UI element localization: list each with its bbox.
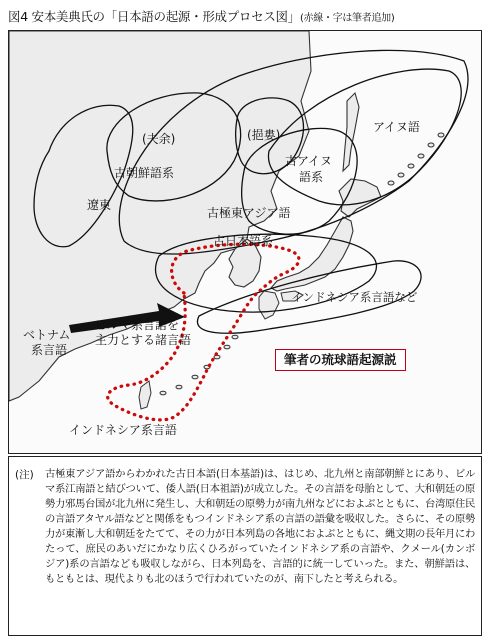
label-ko-kyokuto: 古極東アジア語 xyxy=(207,206,291,220)
label-yuro: (挹婁) xyxy=(247,128,281,142)
label-ko-nihon: 古日本語系 xyxy=(213,234,274,248)
honshu-island xyxy=(271,217,353,291)
label-vietnam-line2: 系言語 xyxy=(31,343,68,357)
label-ko-chosen: 古朝鮮語系 xyxy=(114,166,175,180)
label-ko-ainu-line1: 古アイヌ xyxy=(285,154,332,168)
label-ainu: アイヌ語 xyxy=(373,120,420,134)
label-fuyo: (夫余) xyxy=(142,132,176,146)
label-yuroku: 遼東 xyxy=(87,198,112,212)
label-burma-line2: 主力とする諸言語 xyxy=(95,333,192,347)
taiwan-island xyxy=(139,381,151,409)
figure-title xyxy=(8,6,488,26)
note-marker: (注) xyxy=(15,469,34,481)
label-indonesia-south: インドネシア系言語 xyxy=(69,423,177,437)
author-theory-box: 筆者の琉球語起源説 xyxy=(275,349,406,371)
kuril-islands xyxy=(388,133,444,185)
label-vietnam-line1: ベトナム xyxy=(23,328,71,342)
language-map xyxy=(8,30,482,454)
title-main: 図4 安本美典氏の「日本語の起源・形成プロセス図」 xyxy=(8,9,300,24)
title-note: (赤線・字は筆者追加) xyxy=(299,13,395,24)
label-burma-line1: ビルマ系言語を xyxy=(95,318,180,332)
explanatory-note xyxy=(8,456,482,636)
label-indonesia-main: インドネシア系言語など xyxy=(291,290,418,304)
note-body: 古極東アジア語からわかれた古日本語(日本基語)は、はじめ、北九州と南部朝鮮とにあり、ビルマ系江南語と結びついて、倭人語(日本祖語)が成立した。その言語を母胎として、大和朝廷の原勢力邪馬台国が北九州に発生し、大和朝廷の原勢力が南九州などにおよぶとともに、台湾原住民の言語アタヤル語などと関係をもつインドネシア系の言語の語彙を吸収した。さらに、その原勢力が東漸し大和朝廷をたてて、その力が日本列島の各地におよぶとともに、縄文期の長年月にわたって、庶民のあいだにかなり広くひろがっていたインドネシア系の言語や、クメール(カンボジア)系の言語なども吸収しながら、日本列島を、言語的に統一していった。また、朝鮮語は、もともとは、現代よりも北のほうで行われていたのが、南下したと考えられる。 xyxy=(45,468,475,585)
kyushu-island xyxy=(259,291,279,319)
label-ko-ainu-line2: 語系 xyxy=(299,170,324,184)
